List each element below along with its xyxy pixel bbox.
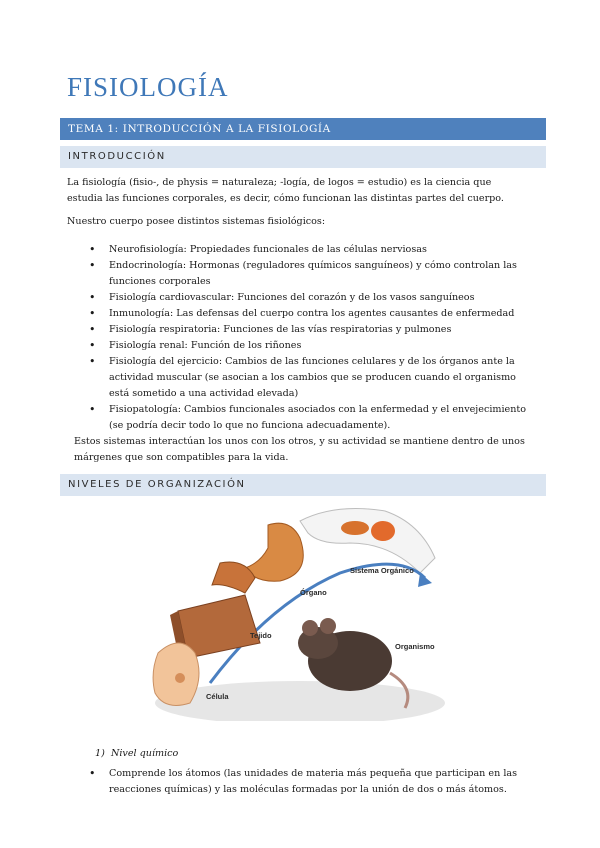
- label-cell: Célula: [206, 692, 229, 701]
- systems-list: [89, 242, 529, 434]
- organ-system-organ: [341, 521, 369, 535]
- topic-heading-bar: TEMA 1: INTRODUCCIÓN A LA FISIOLOGÍA: [60, 118, 546, 140]
- cell-shape: [153, 643, 199, 705]
- list-item: • Neurofisiología: Propiedades funcionales de las células nerviosas: [89, 242, 529, 258]
- systems-intro: Nuestro cuerpo posee distintos sistemas fisiológicos:: [67, 216, 326, 227]
- intro-paragraph: La fisiología (fisio-, de physis = naturaleza; -logía, de logos = estudio) es la ciencia que estudia las funciones corporales, es decir, cómo funcionan las distintas partes del cuerpo.: [67, 177, 504, 204]
- organ-stomach: [245, 523, 303, 581]
- organ-system-outline: [300, 509, 435, 573]
- label-organism: Organismo: [395, 642, 435, 651]
- list-item: • Endocrinología: Hormonas (reguladores químicos sanguíneos) y cómo controlan las funciones corporales: [89, 258, 529, 290]
- list-item: • Fisiología renal: Función de los riñones: [89, 338, 529, 354]
- arrow-head: [418, 573, 432, 587]
- label-tissue: Tejido: [250, 631, 272, 640]
- systems-conclusion: Estos sistemas interactúan los unos con los otros, y su actividad se mantiene dentro de unos márgenes que son compatibles para la vida.: [74, 436, 525, 463]
- list-item: • Inmunología: Las defensas del cuerpo contra los agentes causantes de enfermedad: [89, 306, 529, 322]
- organization-levels-figure: [150, 503, 450, 721]
- organism-mouse-ear: [320, 618, 336, 634]
- label-organ-system: Sistema Orgánico: [350, 566, 414, 575]
- label-organ: Órgano: [300, 588, 327, 597]
- level-1-heading: 1) Nivel químico: [95, 748, 179, 759]
- ground-shadow: [155, 681, 445, 721]
- list-item: • Fisiología cardiovascular: Funciones del corazón y de los vasos sanguíneos: [89, 290, 529, 306]
- list-item: • Fisiología respiratoria: Funciones de las vías respiratorias y pulmones: [89, 322, 529, 338]
- organ-system-organ: [371, 521, 395, 541]
- organism-mouse-ear: [302, 620, 318, 636]
- list-item: • Comprende los átomos (las unidades de materia más pequeña que participan en las reacciones químicas) y las moléculas formadas por la unión de dos o más átomos.: [89, 766, 529, 798]
- list-item: • Fisiología del ejercicio: Cambios de las funciones celulares y de los órganos ante la actividad muscular (se asocian a los cambios que se producen cuando el organismo está sometido a una actividad elevada): [89, 354, 529, 402]
- section-heading-niveles: NIVELES DE ORGANIZACIÓN: [60, 474, 546, 496]
- level-1-list: [89, 766, 529, 798]
- section-heading-introduccion: INTRODUCCIÓN: [60, 146, 546, 168]
- list-item: • Fisiopatología: Cambios funcionales asociados con la enfermedad y el envejecimiento (se podría decir todo lo que no funciona adecuadamente).: [89, 402, 529, 434]
- cell-nucleus: [175, 673, 185, 683]
- document-title: FISIOLOGÍA: [67, 72, 229, 102]
